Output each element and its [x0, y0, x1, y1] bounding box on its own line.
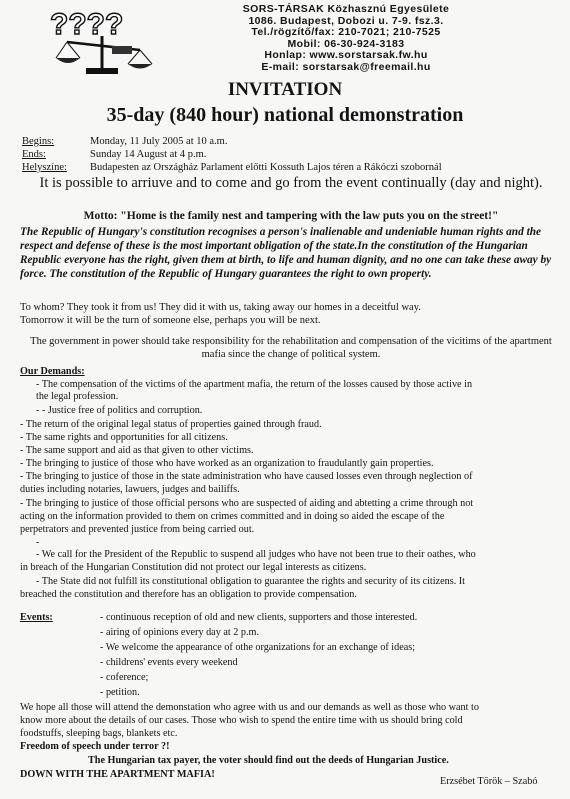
- demand-item: in breach of the Hungarian Constitution did not protect our legal interests as citizens.: [20, 562, 367, 573]
- demand-item: - The State did not fulfill its constitutional obligation to guarantee the rights and security of its citizens. It: [36, 576, 466, 587]
- demand-item: -: [36, 537, 40, 548]
- event-item: - We welcome the appearance of othe organizations for an exchange of ideas;: [100, 642, 416, 653]
- come-and-go-note: It is possible to arriuve and to come and go from the event continually (day and night).: [39, 175, 543, 191]
- signature: Erzsébet Török – Szabó: [440, 776, 538, 787]
- location-row: [22, 161, 442, 174]
- demand-item: - The bringing to justice of those who have worked as an organization to fraudulantly gain properties.: [20, 458, 434, 469]
- to-whom-line-2: Tomorrow it will be the turn of someone else, perhaps you will be next.: [20, 315, 321, 326]
- demand-item: - The same support and aid as that given to other victims.: [20, 445, 254, 456]
- closing-line: know more about the details of our cases. Those who wish to spend the entire time with us should bring cold: [20, 715, 463, 726]
- org-phone: Tel./rögzítő/fax: 210-7021; 210-7525: [251, 26, 441, 38]
- begins-label: Begins:: [22, 136, 55, 147]
- begins-row: [22, 135, 227, 148]
- demand-item: - The bringing to justice of those official persons who are suspected of aiding and abtetting a crime through not: [20, 498, 474, 509]
- government-text: The government in power should take responsibility for the rehabilitation and compensation of the vicitims of the apartment mafia since the change of political system.: [30, 336, 552, 360]
- event-item: - petition.: [100, 687, 140, 698]
- demand-item: - We call for the President of the Republic to suspend all judges who have not been true to their oathes, who: [36, 549, 476, 560]
- demand-item: - The return of the original legal status of properties gained through fraud.: [20, 419, 322, 430]
- org-website: Honlap: www.sorstarsak.fw.hu: [264, 49, 428, 61]
- demands-heading: Our Demands:: [20, 366, 85, 377]
- page-title: INVITATION: [227, 79, 343, 100]
- location-value: Budapesten az Országház Parlament előtti Kossuth Lajos téren a Rákóczi szobornál: [90, 162, 442, 173]
- constitution-text: The Republic of Hungary's constitution recognises a person's inalienable and undeniable human rights and the respect and defense of these is the most important obligation of the state.In the constitution of the Hungarian Republic everyone has the right, given them at birth, to life and human dignity, and no one can take these away by force. The constitution of the Republic of Hungary guarantees the right to own property.: [20, 226, 552, 280]
- ends-row: [22, 148, 206, 161]
- closing-line: We hope all those will attend the demonstation who agree with us and our demands as well as those who want to: [20, 702, 479, 713]
- location-label: Helyszíne:: [22, 162, 67, 173]
- ends-label: Ends:: [22, 149, 46, 160]
- event-item: - continuous reception of old and new clients, supporters and those interested.: [100, 612, 418, 623]
- event-item: - coference;: [100, 672, 149, 683]
- logo-question-marks: ????: [50, 8, 124, 41]
- taxpayer-line: The Hungarian tax payer, the voter should find out the deeds of Hungarian Justice.: [88, 755, 449, 766]
- org-email: E-mail: sorstarsak@freemail.hu: [261, 60, 431, 73]
- motto: Motto: "Home is the family nest and tampering with the law puts you on the street!": [83, 210, 499, 222]
- event-item: - airing of opinions every day at 2 p.m.: [100, 627, 260, 638]
- demand-item: the legal profession.: [36, 391, 119, 402]
- events-heading: Events:: [20, 612, 53, 623]
- demand-item: - The compensation of the victims of the apartment mafia, the return of the losses caused by those active in: [36, 379, 473, 390]
- begins-value: Monday, 11 July 2005 at 10 a.m.: [90, 136, 228, 147]
- org-mobile: Mobil: 06-30-924-3183: [287, 37, 405, 50]
- scales-logo: [42, 6, 162, 76]
- slogan-line: DOWN WITH THE APARTMENT MAFIA!: [20, 769, 215, 780]
- demand-item: breached the constitution and therefore has an obligation to provide compensation.: [20, 589, 357, 600]
- demand-item: - - Justice free of politics and corruption.: [36, 405, 203, 416]
- demand-item: perpetrators and prevented justice from being carried out.: [20, 524, 255, 535]
- org-name: SORS-TÁRSAK Közhasznú Egyesülete: [242, 3, 450, 15]
- to-whom-line-1: To whom? They took it from us! They did it with us, taking away our homes in a deceitful way.: [20, 302, 421, 313]
- demand-item: - The bringing to justice of those in the state administration who have caused losses even through neglection of: [20, 471, 473, 482]
- demand-item: acting on the information provided to them on crimes committed and in doing so aided the escape of the: [20, 511, 445, 522]
- org-address: 1086. Budapest, Dobozi u. 7-9. fsz.3.: [248, 14, 444, 27]
- demand-item: duties including notaries, lawuers, judges and bailiffs.: [20, 484, 240, 495]
- ends-value: Sunday 14 August at 4 p.m.: [90, 149, 207, 160]
- organization-header: [196, 4, 496, 73]
- closing-line: foodstuffs, sleeping bags, blankets etc.: [20, 728, 178, 739]
- freedom-line: Freedom of speech under terror ?!: [20, 741, 170, 752]
- event-item: - childrens' events every weekend: [100, 657, 238, 668]
- demand-item: - The same rights and opportunities for all citizens.: [20, 432, 228, 443]
- page-subtitle: 35-day (840 hour) national demonstration: [106, 104, 464, 126]
